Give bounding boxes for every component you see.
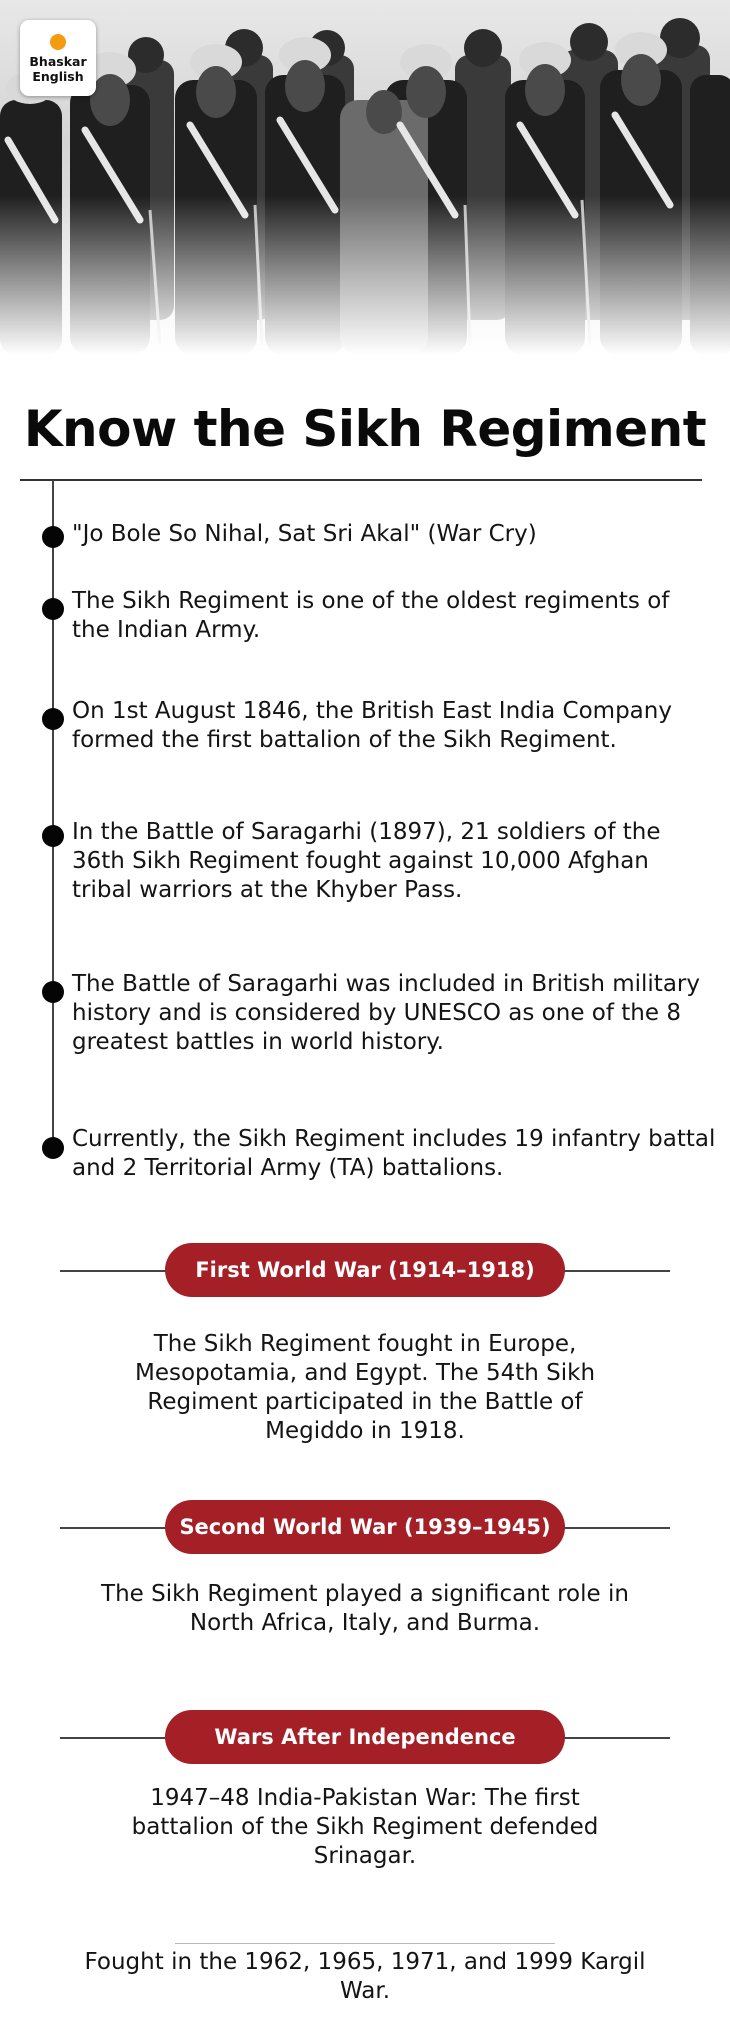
timeline-text: On 1st August 1846, the British East India Company formed the first battalion of the Sikh Regiment. (72, 698, 672, 753)
footer-divider (175, 1943, 555, 1944)
timeline-line (52, 480, 54, 1150)
footer-text: Fought in the 1962, 1965, 1971, and 1999 Kargil War. (84, 1949, 646, 2004)
timeline-bullet-icon (42, 526, 64, 548)
section-text: 1947–48 India-Pakistan War: The first battalion of the Sikh Regiment defended Srinagar. (131, 1785, 599, 1869)
timeline-bullet-icon (42, 981, 64, 1003)
timeline-bullet-icon (42, 598, 64, 620)
logo-line-2: English (32, 69, 84, 84)
timeline-bullet-icon (42, 825, 64, 847)
hero-photo (0, 0, 730, 355)
timeline-text: Currently, the Sikh Regiment includes 19 infantry battal and 2 Territorial Army (TA) battalions. (72, 1126, 716, 1181)
section-heading-badge: Second World War (1939–1945) (165, 1500, 565, 1554)
soldiers-photo (0, 0, 730, 355)
bhaskar-english-logo[interactable] (20, 20, 96, 96)
logo-text (20, 54, 96, 84)
section-text: The Sikh Regiment fought in Europe, Mesopotamia, and Egypt. The 54th Sikh Regiment participated in the Battle of Megiddo in 1918. (134, 1331, 596, 1444)
section-heading-badge: Wars After Independence (165, 1710, 565, 1764)
timeline-text: In the Battle of Saragarhi (1897), 21 soldiers of the 36th Sikh Regiment fought against 10,000 Afghan tribal warriors at the Khyber Pass. (72, 819, 661, 903)
timeline-bullet-icon (42, 708, 64, 730)
timeline-text: "Jo Bole So Nihal, Sat Sri Akal" (War Cry) (72, 521, 537, 547)
title-divider (20, 479, 702, 481)
timeline-text: The Battle of Saragarhi was included in British military history and is considered by UNESCO as one of the 8 greatest battles in world history. (72, 971, 700, 1055)
section-heading-badge: First World War (1914–1918) (165, 1243, 565, 1297)
section-text: The Sikh Regiment played a significant role in North Africa, Italy, and Burma. (101, 1581, 629, 1636)
timeline-bullet-icon (42, 1137, 64, 1159)
page-title: Know the Sikh Regiment (23, 400, 707, 458)
timeline-text: The Sikh Regiment is one of the oldest regiments of the Indian Army. (72, 588, 670, 643)
logo-line-1: Bhaskar (29, 54, 87, 69)
logo-dot-icon (50, 34, 66, 50)
